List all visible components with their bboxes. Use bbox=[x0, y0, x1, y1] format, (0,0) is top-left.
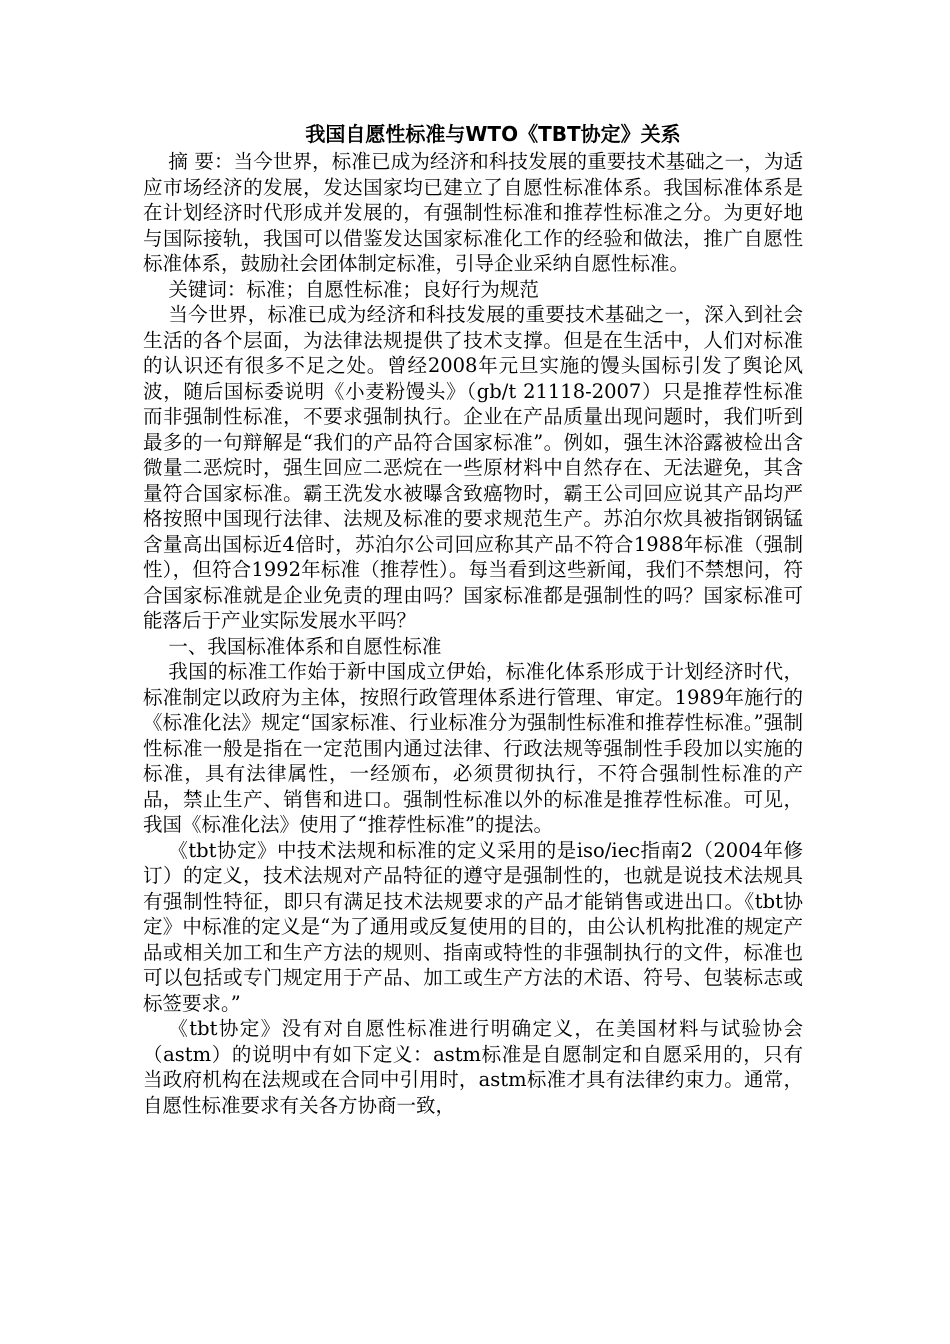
body-paragraph-1: 我国的标准工作始于新中国成立伊始，标准化体系形成于计划经济时代，标准制定以政府为主体，按照行政管理体系进行管理、审定。1989年施行的《标准化法》规定“国家标准、行业标准分为强制性标准和推荐性标准。”强制性标准一般是指在一定范围内通过法律、行政法规等强制性手段加以实施的标准，具有法律属性，一经颁布，必须贯彻执行，不符合强制性标准的产品，禁止生产、销售和进口。强制性标准以外的标准是推荐性标准。可见，我国《标准化法》使用了“推荐性标准”的提法。 bbox=[143, 660, 803, 836]
body-paragraph-3: 《tbt协定》没有对自愿性标准进行明确定义，在美国材料与试验协会（astm）的说明中有如下定义：astm标准是自愿制定和自愿采用的，只有当政府机构在法规或在合同中引用时，astm标准才具有法律约束力。通常，自愿性标准要求有关各方协商一致， bbox=[143, 1017, 803, 1117]
body-paragraph-2: 《tbt协定》中技术法规和标准的定义采用的是iso/iec指南2（2004年修订）的定义，技术法规对产品特征的遵守是强制性的，也就是说技术法规具有强制性特征，即只有满足技术法规要求的产品才能销售或进出口。《tbt协定》中标准的定义是“为了通用或反复使用的目的，由公认机构批准的规定产品或相关加工和生产方法的规则、指南或特性的非强制执行的文件，标准也可以包括或专门规定用于产品、加工或生产方法的术语、符号、包装标志或标签要求。” bbox=[143, 838, 803, 1015]
section-heading: 一、我国标准体系和自愿性标准 bbox=[168, 634, 442, 658]
intro-paragraph: 当今世界，标准已成为经济和科技发展的重要技术基础之一，深入到社会生活的各个层面，为法律法规提供了技术支撑。但是在生活中，人们对标准的认识还有很多不足之处。曾经2008年元旦实施的馒头国标引发了舆论风波，随后国标委说明《小麦粉馒头》（gb/t 21118-2007）只是推荐性标准而非强制性标准，不要求强制执行。企业在产品质量出现问题时，我们听到最多的一句辩解是“我们的产品符合国家标准”。例如，强生沐浴露被检出含微量二恶烷时，强生回应二恶烷在一些原材料中自然存在、无法避免，其含量符合国家标准。霸王洗发水被曝含致癌物时，霸王公司回应说其产品均严格按照中国现行法律、法规及标准的要求规范生产。苏泊尔炊具被指钢锅锰含量高出国标近4倍时，苏泊尔公司回应称其产品不符合1988年标准（强制性），但符合1992年标准（推荐性）。每当看到这些新闻，我们不禁想问，符合国家标准就是企业免责的理由吗？国家标准都是强制性的吗？国家标准可能落后于产业实际发展水平吗？ bbox=[143, 303, 803, 632]
keywords-paragraph: 关键词：标准；自愿性标准；良好行为规范 bbox=[168, 277, 539, 301]
abstract-paragraph: 摘 要：当今世界，标准已成为经济和科技发展的重要技术基础之一，为适应市场经济的发展，发达国家均已建立了自愿性标准体系。我国标准体系是在计划经济时代形成并发展的，有强制性标准和推荐性标准之分。为更好地与国际接轨，我国可以借鉴发达国家标准化工作的经验和做法，推广自愿性标准体系，鼓励社会团体制定标准，引导企业采纳自愿性标准。 bbox=[143, 150, 803, 275]
document-page bbox=[143, 120, 803, 1118]
document-title: 我国自愿性标准与WTO《TBT协定》关系 bbox=[305, 122, 681, 146]
